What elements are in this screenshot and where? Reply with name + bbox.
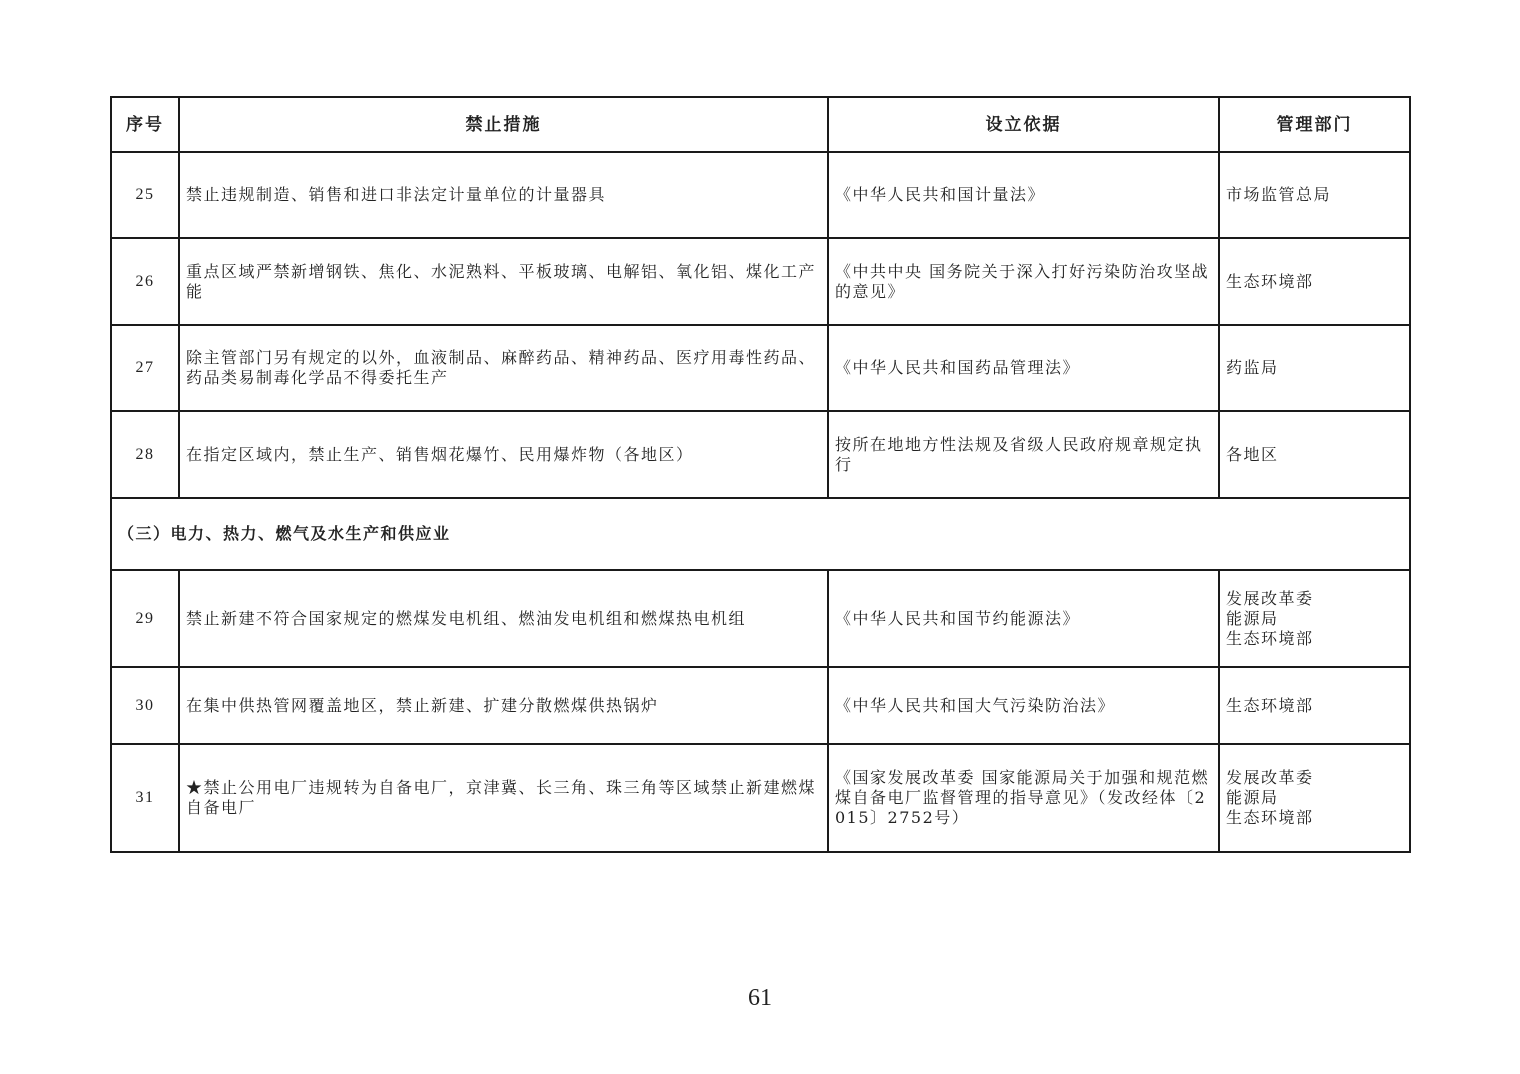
- department-line: 市场监管总局: [1226, 185, 1332, 204]
- row-index: 25: [111, 152, 179, 238]
- restriction-table: [110, 96, 1411, 853]
- row-department: [1219, 744, 1410, 852]
- department-line: 发展改革委: [1226, 588, 1314, 608]
- row-basis: 《中华人民共和国计量法》: [828, 152, 1219, 238]
- department-line: 生态环境部: [1226, 628, 1314, 648]
- table-row: [111, 325, 1410, 411]
- row-department: [1219, 238, 1410, 325]
- row-department: [1219, 570, 1410, 667]
- row-index: 29: [111, 570, 179, 667]
- row-department: [1219, 152, 1410, 238]
- department-line: 能源局: [1226, 788, 1279, 807]
- table-row: [111, 744, 1410, 852]
- row-measure: 禁止新建不符合国家规定的燃煤发电机组、燃油发电机组和燃煤热电机组: [179, 570, 828, 667]
- section-row: [111, 498, 1410, 570]
- header-department: 管理部门: [1219, 97, 1410, 152]
- table-body-a: [111, 152, 1410, 498]
- page-number: 61: [748, 985, 772, 1011]
- row-department: [1219, 325, 1410, 411]
- department-line: 各地区: [1226, 444, 1279, 464]
- header-basis: 设立依据: [828, 97, 1219, 152]
- row-measure: ★禁止公用电厂违规转为自备电厂，京津冀、长三角、珠三角等区域禁止新建燃煤自备电厂: [179, 744, 828, 852]
- table-row: [111, 411, 1410, 498]
- row-measure: 除主管部门另有规定的以外，血液制品、麻醉药品、精神药品、医疗用毒性药品、药品类易制毒化学品不得委托生产: [179, 325, 828, 411]
- department-line: 生态环境部: [1226, 695, 1314, 715]
- row-index: 26: [111, 238, 179, 325]
- table-row: [111, 238, 1410, 325]
- row-department: [1219, 411, 1410, 498]
- department-line: 能源局: [1226, 608, 1279, 628]
- row-basis: 按所在地地方性法规及省级人民政府规章规定执行: [828, 411, 1219, 498]
- header-index: 序号: [111, 97, 179, 152]
- department-line: 生态环境部: [1226, 808, 1314, 827]
- row-measure: 在集中供热管网覆盖地区，禁止新建、扩建分散燃煤供热锅炉: [179, 667, 828, 744]
- row-basis: 《国家发展改革委 国家能源局关于加强和规范燃煤自备电厂监督管理的指导意见》（发改经体〔2015〕2752号）: [828, 744, 1219, 852]
- table-row: [111, 667, 1410, 744]
- department-line: 发展改革委: [1226, 768, 1314, 787]
- section-title: （三）电力、热力、燃气及水生产和供应业: [111, 498, 1410, 570]
- row-index: 27: [111, 325, 179, 411]
- header-row: [111, 97, 1410, 152]
- table-row: [111, 152, 1410, 238]
- row-basis: 《中华人民共和国大气污染防治法》: [828, 667, 1219, 744]
- department-line: 生态环境部: [1226, 271, 1314, 291]
- header-measure: 禁止措施: [179, 97, 828, 152]
- row-basis: 《中华人民共和国药品管理法》: [828, 325, 1219, 411]
- table-row: [111, 570, 1410, 667]
- row-basis: 《中共中央 国务院关于深入打好污染防治攻坚战的意见》: [828, 238, 1219, 325]
- table-body-b: [111, 570, 1410, 852]
- row-index: 31: [111, 744, 179, 852]
- row-measure: 在指定区域内，禁止生产、销售烟花爆竹、民用爆炸物（各地区）: [179, 411, 828, 498]
- row-measure: 重点区域严禁新增钢铁、焦化、水泥熟料、平板玻璃、电解铝、氧化铝、煤化工产能: [179, 238, 828, 325]
- row-department: [1219, 667, 1410, 744]
- row-basis: 《中华人民共和国节约能源法》: [828, 570, 1219, 667]
- department-line: 药监局: [1226, 358, 1279, 377]
- row-measure: 禁止违规制造、销售和进口非法定计量单位的计量器具: [179, 152, 828, 238]
- row-index: 28: [111, 411, 179, 498]
- row-index: 30: [111, 667, 179, 744]
